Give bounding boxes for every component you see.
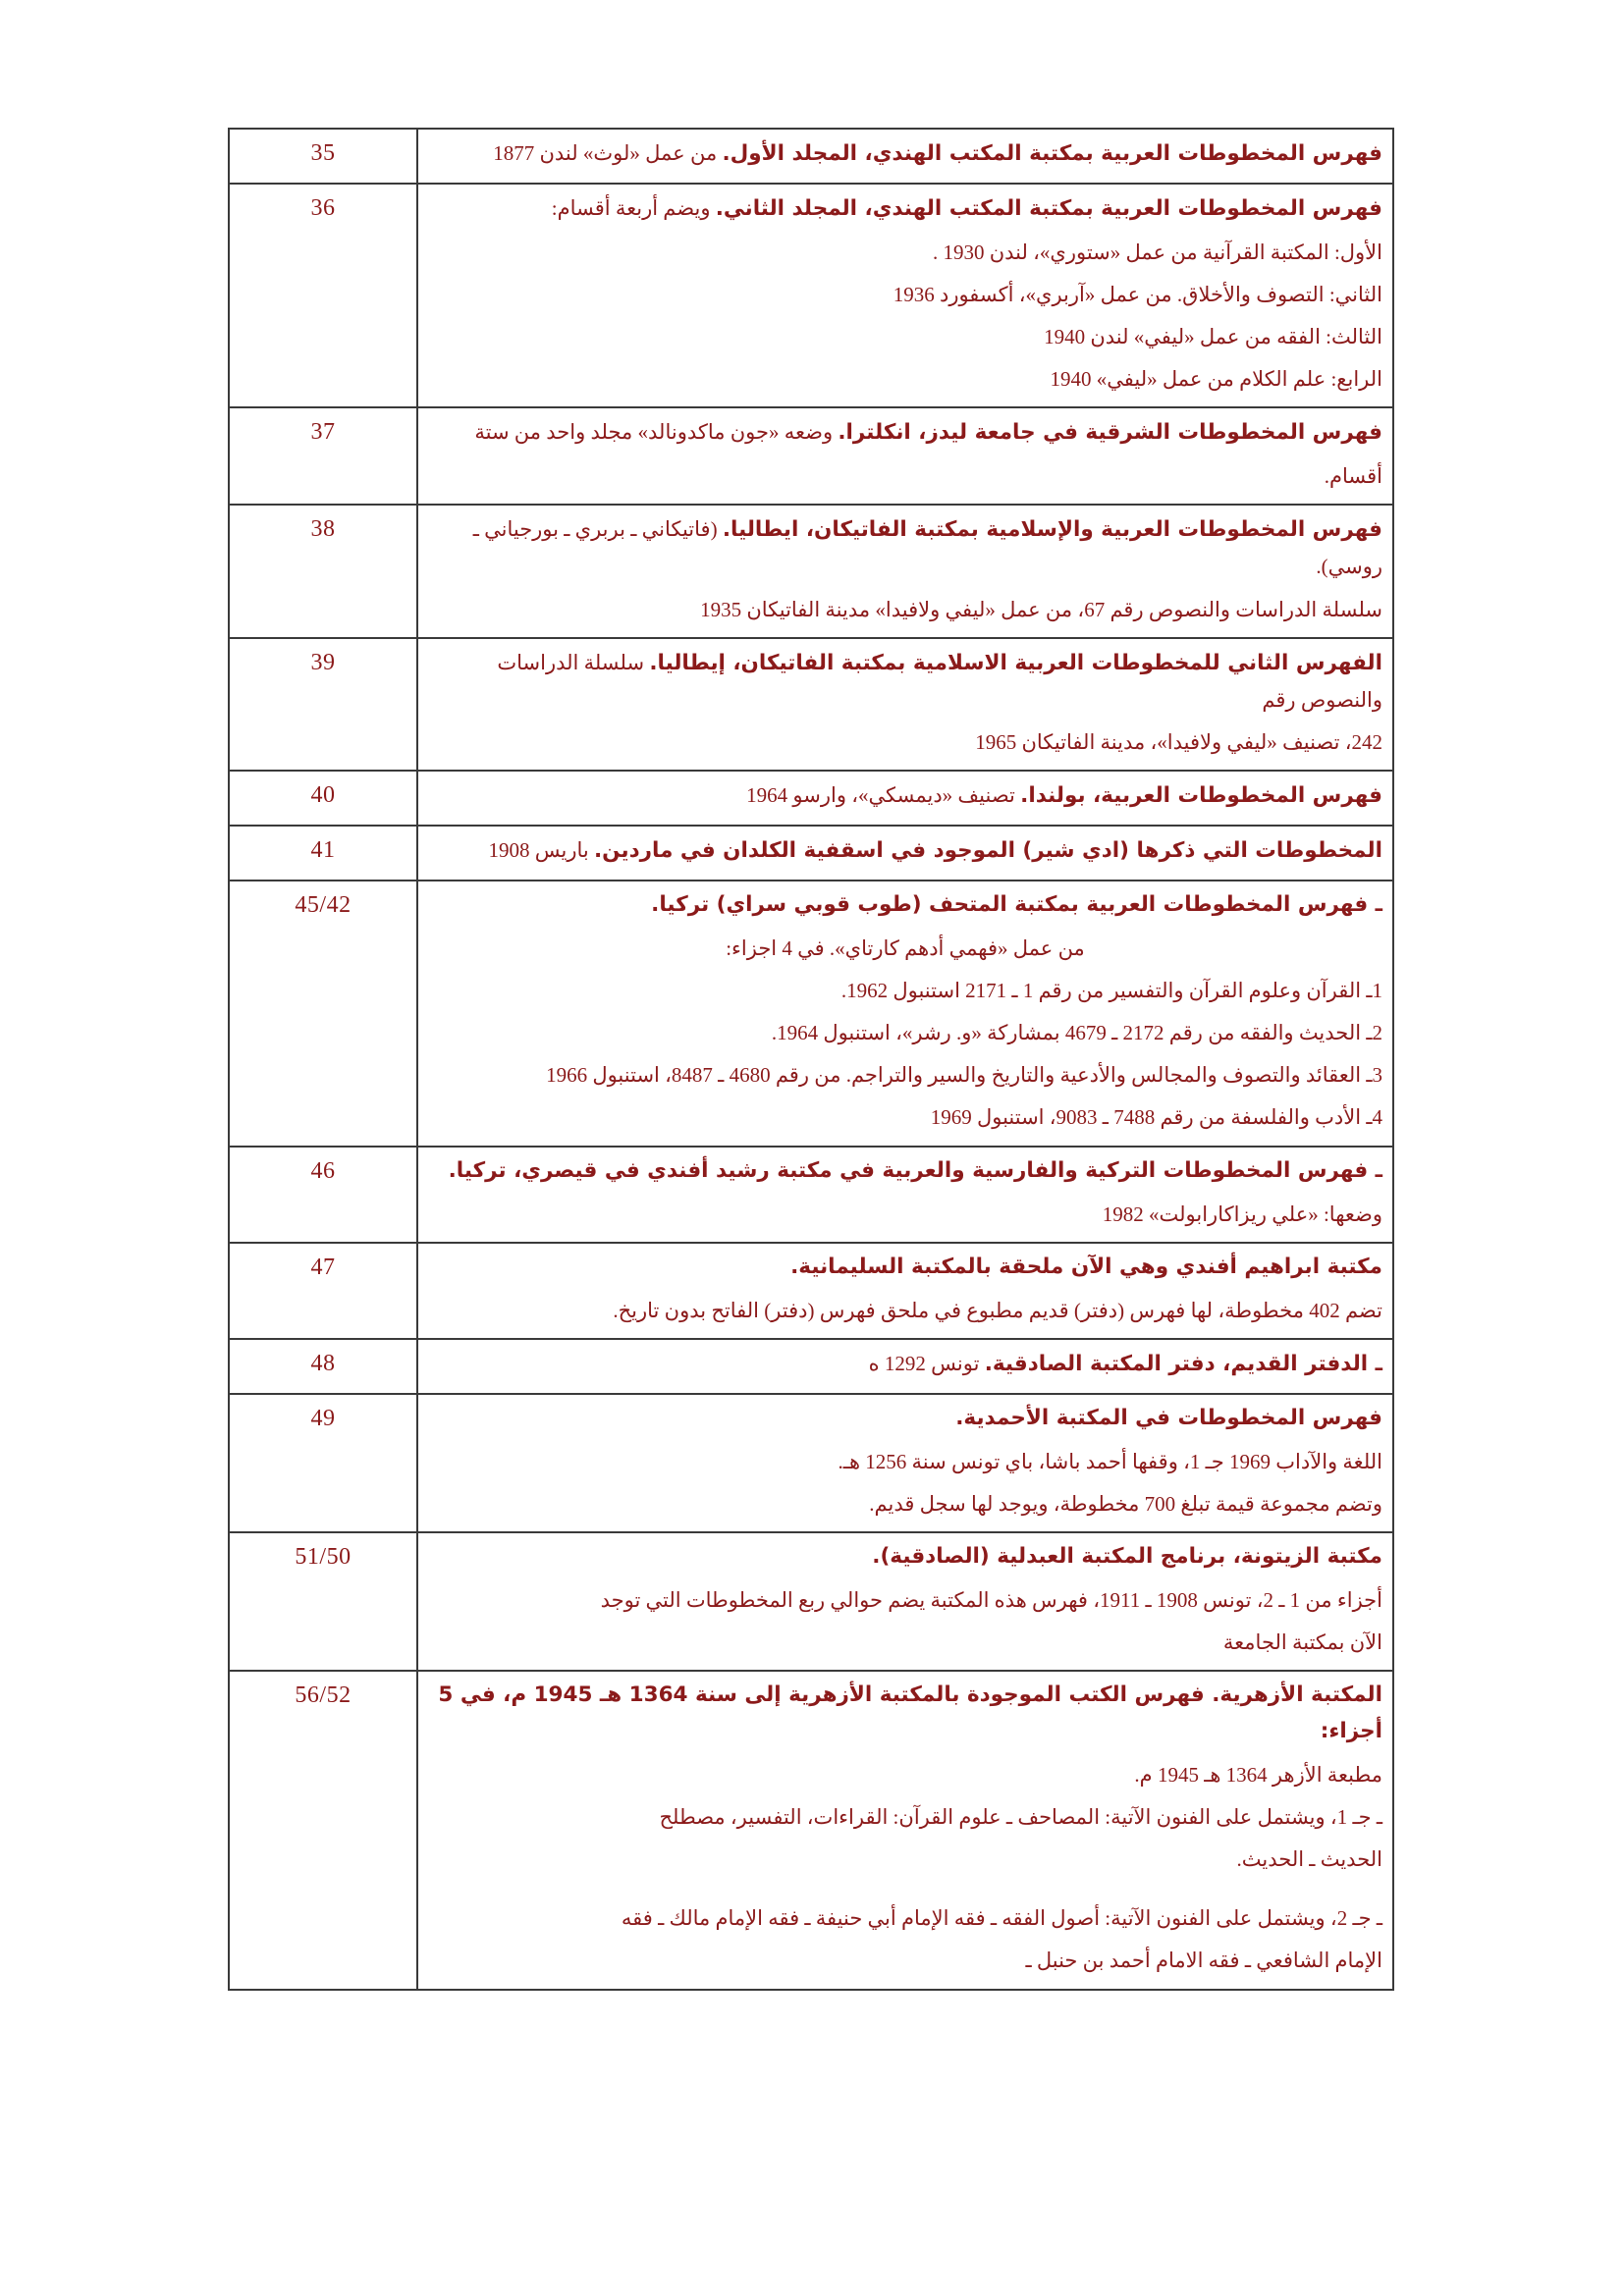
entry-line	[428, 1678, 1382, 1750]
entry-title: مكتبة ابراهيم أفندي وهي الآن ملحقة بالمكتبة السليمانية.	[790, 1254, 1382, 1279]
entry-cell	[417, 1243, 1393, 1339]
entry-subline: 242، تصنيف «ليفي ولافيدا»، مدينة الفاتيكان 1965	[975, 730, 1382, 754]
entry-line	[428, 887, 1382, 924]
entry-cell	[417, 129, 1393, 184]
entry-description: باريس 1908	[488, 838, 594, 863]
table-body	[229, 129, 1393, 1990]
entry-title: مكتبة الزيتونة، برنامج المكتبة العبدلية (الصادقية).	[872, 1543, 1382, 1569]
table-row	[229, 1147, 1393, 1243]
table-row	[229, 505, 1393, 637]
table-row	[229, 638, 1393, 771]
entry-subline: 1ـ القرآن وعلوم القرآن والتفسير من رقم 1 ـ 2171 استنبول 1962.	[840, 979, 1382, 1003]
entry-number: 41	[229, 826, 417, 881]
entry-line	[428, 832, 1382, 870]
entry-cell	[417, 881, 1393, 1147]
entry-subline: 3ـ العقائد والتصوف والمجالس والأدعية والتاريخ والسير والتراجم. من رقم 4680 ـ 8487، استنبول 1966	[546, 1063, 1382, 1088]
entry-title: فهرس المخطوطات العربية والإسلامية بمكتبة الفاتيكان، ايطاليا.	[722, 517, 1382, 543]
entry-line	[428, 135, 1382, 173]
entry-title: فهرس المخطوطات العربية، بولندا.	[1020, 783, 1382, 809]
entry-title: ـ فهرس المخطوطات العربية بمكتبة المتحف (طوب قوبي سراي) تركيا.	[651, 892, 1382, 918]
entry-number: 51/50	[229, 1532, 417, 1671]
entry-subline: وضعها: «علي ريزاكارابولت» 1982	[1102, 1201, 1382, 1226]
entry-description: ويضم أربعة أقسام:	[551, 195, 716, 220]
table-row	[229, 407, 1393, 505]
entry-line	[428, 1346, 1382, 1383]
entry-description: من عمل «لوث» لندن 1877	[493, 141, 723, 165]
entry-number: 49	[229, 1394, 417, 1532]
entry-subline: الآن بمكتبة الجامعة	[1222, 1629, 1382, 1654]
table-row	[229, 826, 1393, 881]
entry-number: 39	[229, 638, 417, 771]
manuscript-index-table	[228, 128, 1394, 1991]
entry-subline: أجزاء من 1 ـ 2، تونس 1908 ـ 1911، فهرس هذه المكتبة يضم حوالي ربع المخطوطات التي توجد	[600, 1587, 1382, 1612]
entry-number: 38	[229, 505, 417, 637]
entry-cell	[417, 638, 1393, 771]
entry-number: 45/42	[229, 881, 417, 1147]
entry-number: 40	[229, 771, 417, 826]
table-row	[229, 129, 1393, 184]
entry-subline: ـ جـ 1، ويشتمل على الفنون الآتية: المصاحف ـ علوم القرآن: القراءات، التفسير، مصطلح	[659, 1805, 1382, 1830]
table-row	[229, 1532, 1393, 1671]
entry-subline: تضم 402 مخطوطة، لها فهرس (دفتر) قديم مطبوع في ملحق فهرس (دفتر) الفاتح بدون تاريخ.	[613, 1298, 1382, 1322]
entry-cell	[417, 1532, 1393, 1671]
entry-subline: وتضم مجموعة قيمة تبلغ 700 مخطوطة، ويوجد لها سجل قديم.	[869, 1491, 1382, 1516]
entry-cell	[417, 184, 1393, 407]
entry-cell	[417, 1671, 1393, 1989]
entry-title: فهرس المخطوطات في المكتبة الأحمدية.	[955, 1405, 1382, 1430]
entry-number: 46	[229, 1147, 417, 1243]
entry-cell	[417, 1339, 1393, 1394]
entry-line	[428, 511, 1382, 584]
entry-description: وضعه «جون ماكدونالد» مجلد واحد من ستة	[474, 420, 839, 445]
entry-number: 37	[229, 407, 417, 505]
entry-title: فهرس المخطوطات الشرقية في جامعة ليدز، انكلترا.	[838, 420, 1382, 446]
entry-description: تصنيف «ديمسكي»، وارسو 1964	[746, 783, 1021, 808]
entry-cell	[417, 1147, 1393, 1243]
entry-number: 56/52	[229, 1671, 417, 1989]
entry-subline: من عمل «فهمي أدهم كارتاي». في 4 اجزاء:	[726, 936, 1085, 961]
entry-subline: مطبعة الأزهر 1364 هـ 1945 م.	[1134, 1763, 1382, 1787]
entry-title: ـ فهرس المخطوطات التركية والفارسية والعربية في مكتبة رشيد أفندي في قيصري، تركيا.	[448, 1157, 1382, 1183]
entry-number: 36	[229, 184, 417, 407]
entry-subline: الحديث ـ الحديث.	[1236, 1847, 1382, 1872]
entry-subline: اللغة والآداب 1969 جـ 1، وقفها أحمد باشا، باي تونس سنة 1256 هـ.	[838, 1449, 1382, 1473]
entry-title: الفهرس الثاني للمخطوطات العربية الاسلامية بمكتبة الفاتيكان، إيطاليا.	[649, 650, 1382, 675]
entry-line	[428, 1884, 1382, 1894]
entry-line	[428, 1250, 1382, 1286]
table-row	[229, 1671, 1393, 1989]
entry-subline: أقسام.	[1324, 464, 1382, 489]
entry-title: ـ الدفتر القديم، دفتر المكتبة الصادقية.	[984, 1351, 1382, 1376]
entry-line	[428, 1153, 1382, 1190]
table-row	[229, 771, 1393, 826]
entry-subline: سلسلة الدراسات والنصوص رقم 67، من عمل «ليفي ولافيدا» مدينة الفاتيكان 1935	[700, 597, 1382, 621]
entry-number: 47	[229, 1243, 417, 1339]
entry-line	[428, 1539, 1382, 1575]
entry-line	[428, 777, 1382, 815]
entry-number: 48	[229, 1339, 417, 1394]
entry-subline: ـ جـ 2، ويشتمل على الفنون الآتية: أصول الفقه ـ فقه الإمام أبي حنيفة ـ فقه الإمام مالك ـ فقه	[621, 1906, 1382, 1931]
entry-cell	[417, 407, 1393, 505]
table-row	[229, 1243, 1393, 1339]
entry-description: تونس 1292 ه	[868, 1351, 985, 1375]
table-row	[229, 881, 1393, 1147]
entry-cell	[417, 771, 1393, 826]
entry-line	[428, 1401, 1382, 1437]
entry-line	[428, 190, 1382, 228]
table-row	[229, 1394, 1393, 1532]
entry-subline: 4ـ الأدب والفلسفة من رقم 7488 ـ 9083، استنبول 1969	[930, 1105, 1382, 1130]
entry-subline: 2ـ الحديث والفقه من رقم 2172 ـ 4679 بمشاركة «و. رشر»، استنبول 1964.	[771, 1021, 1382, 1045]
entry-title: المكتبة الأزهرية. فهرس الكتب الموجودة بالمكتبة الأزهرية إلى سنة 1364 هـ 1945 م، في 5 أجزاء:	[438, 1682, 1382, 1744]
entry-subline: الثالث: الفقه من عمل «ليفي» لندن 1940	[1044, 325, 1382, 349]
entry-title: فهرس المخطوطات العربية بمكتبة المكتب الهندي، المجلد الأول.	[722, 141, 1382, 166]
entry-cell	[417, 505, 1393, 637]
entry-number: 35	[229, 129, 417, 184]
table-row	[229, 184, 1393, 407]
entry-subline: الأول: المكتبة القرآنية من عمل «ستوري»، لندن 1930 .	[932, 240, 1382, 264]
entry-description: سلسلة الدراسات والنصوص رقم	[497, 650, 1382, 712]
entry-cell	[417, 826, 1393, 881]
entry-subline: الرابع: علم الكلام من عمل «ليفي» 1940	[1050, 367, 1382, 392]
entry-subline: الثاني: التصوف والأخلاق. من عمل «آربري»، أكسفورد 1936	[893, 283, 1382, 307]
table-row	[229, 1339, 1393, 1394]
entry-cell	[417, 1394, 1393, 1532]
entry-line	[428, 645, 1382, 718]
entry-title: فهرس المخطوطات العربية بمكتبة المكتب الهندي، المجلد الثاني.	[715, 195, 1382, 221]
entry-line	[428, 414, 1382, 452]
entry-title: المخطوطات التي ذكرها (ادي شير) الموجود في اسقفية الكلدان في ماردين.	[594, 838, 1382, 864]
entry-description: (فاتيكاني ـ بربري ـ بورجياني ـ روسي).	[472, 517, 1382, 579]
entry-subline: الإمام الشافعي ـ فقه الامام أحمد بن حنبل ـ	[1025, 1949, 1382, 1973]
